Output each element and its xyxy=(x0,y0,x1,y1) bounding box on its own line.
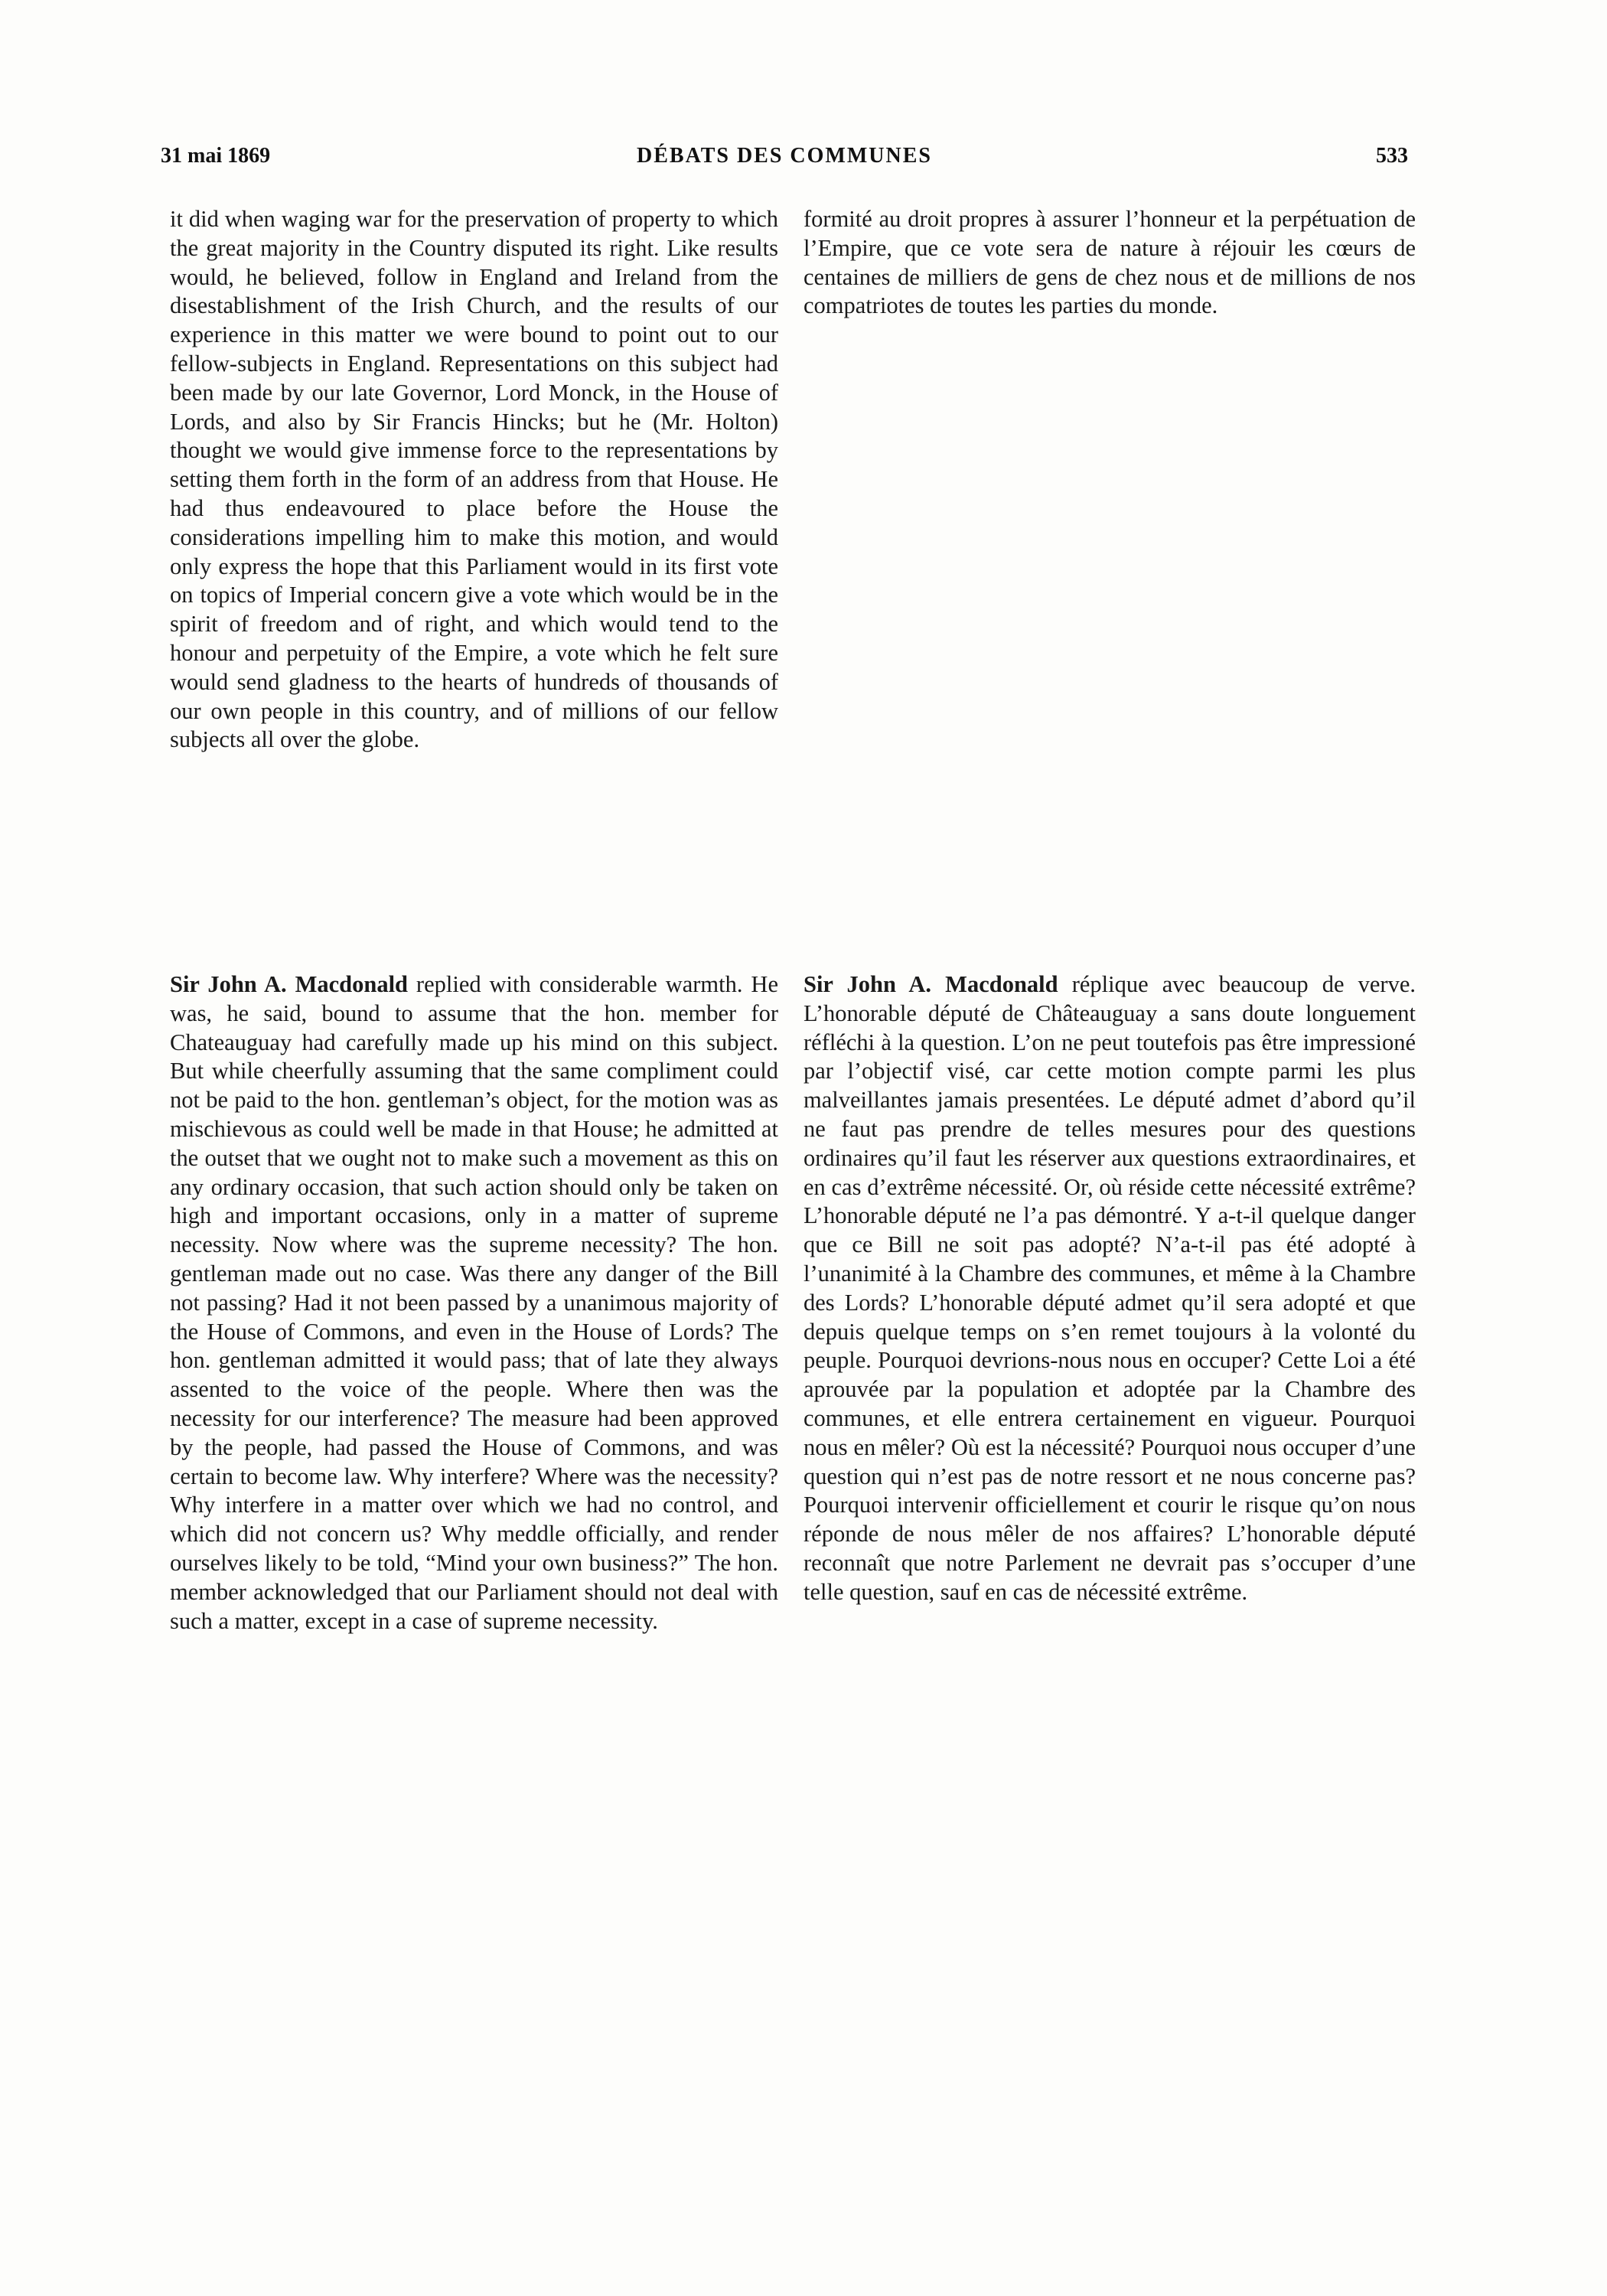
french-paragraph-continuation: formité au droit propres à assurer l’honneur et la perpétuation de l’Empire, que ce vote sera de nature à réjouir les cœurs de centaines de milliers de gens de chez nous et de millions de nos compatriotes de toutes les parties du monde. xyxy=(804,206,1416,319)
page-number: 533 xyxy=(1376,144,1408,168)
speaker-name: Sir John A. Macdonald xyxy=(804,971,1058,997)
speech-text: réplique avec beaucoup de verve. L’honorable député de Châteauguay a sans doute longuement réfléchi à la question. L’on ne peut toutefois pas être impressioné par l’objectif visé, car cette motion compte parmi les plus malveillantes jamais presentées. Le député admet d’abord qu’il ne faut pas prendre de telles mesures pour des questions ordinaires qu’il faut les réserver aux questions extraordinaires, et en cas d’extrême nécessité. Or, où réside cette nécessité extrême? L’honorable député ne l’a pas démontré. Y a-t-il quelque danger que ce Bill ne soit pas adopté? N’a-t-il pas été adopté à l’unanimité à la Chambre des communes, et même à la Chambre des Lords? L’honorable député admet qu’il sera adopté et que depuis quelque temps on s’en remet toujours à la volonté du peuple. Pourquoi devrions-nous nous en occuper? Cette Loi a été aprouvée par la population et adoptée par la Chambre des communes, et elle entrera certainement en vigueur. Pourquoi nous en mêler? Où est la nécessité? Pourquoi nous occuper d’une question qui n’est pas de notre ressort et ne nous concerne pas? Pourquoi intervenir officiellement et courir le risque qu’on nous réponde de nous mêler de nos affaires? L’honorable député reconnaît que notre Parlement ne devrait pas s’occuper d’une telle question, sauf en cas de nécessité extrême. xyxy=(804,971,1416,1605)
english-paragraph-continuation: it did when waging war for the preservation of property to which the great majority in the Country disputed its right. Like results would, he believed, follow in England and Ireland from the disestablishment of the Irish Church, and the results of our experience in this matter we were bound to point out to our fellow-subjects in England. Representations on this subject had been made by our late Governor, Lord Monck, in the House of Lords, and also by Sir Francis Hincks; but he (Mr. Holton) thought we would give immense force to the representations by setting them forth in the form of an address from that House. He had thus endeavoured to place before the House the considerations impelling him to make this motion, and would only express the hope that this Parliament would in its first vote on topics of Imperial concern give a vote which would be in the spirit of freedom and of right, and which would tend to the honour and perpetuity of the Empire, a vote which he felt sure would send gladness to the hearts of hundreds of thousands of our own people in this country, and of millions of our fellow subjects all over the globe. xyxy=(170,206,778,753)
left-column-paragraph-1 xyxy=(170,205,778,755)
speech-text: replied with considerable warmth. He was, he said, bound to assume that the hon. member for Chateauguay had carefully made up his mind on this subject. But while cheerfully assuming that the same compliment could not be paid to the hon. gentleman’s object, for the motion was as mischievous as could well be made in that House; he admitted at the outset that we ought not to make such a movement as this on any ordinary occasion, that such action should only be taken on high and important occasions, only in a matter of supreme necessity. Now where was the supreme necessity? The hon. gentleman made out no case. Was there any danger of the Bill not passing? Had it not been passed by a unanimous majority of the House of Commons, and even in the House of Lords? The hon. gentleman admitted it would pass; that of late they always assented to the voice of the people. Where then was the necessity for our interference? The measure had been approved by the people, had passed the House of Commons, and was certain to become law. Why interfere? Where was the necessity? Why interfere in a matter over which we had no control, and which did not concern us? Why meddle officially, and render ourselves likely to be told, “Mind your own business?” The hon. member acknowledged that our Parliament should not deal with such a matter, except in a case of supreme necessity. xyxy=(170,971,778,1634)
english-speech-paragraph xyxy=(170,970,778,1636)
header-date: 31 mai 1869 xyxy=(161,144,271,168)
header-title: DÉBATS DES COMMUNES xyxy=(637,144,932,168)
left-column-paragraph-2 xyxy=(170,970,778,1636)
french-speech-paragraph xyxy=(804,970,1416,1607)
page-header xyxy=(161,144,1408,174)
right-column-paragraph-1 xyxy=(804,205,1416,321)
right-column-paragraph-2 xyxy=(804,970,1416,1607)
speaker-name: Sir John A. Macdonald xyxy=(170,971,409,997)
